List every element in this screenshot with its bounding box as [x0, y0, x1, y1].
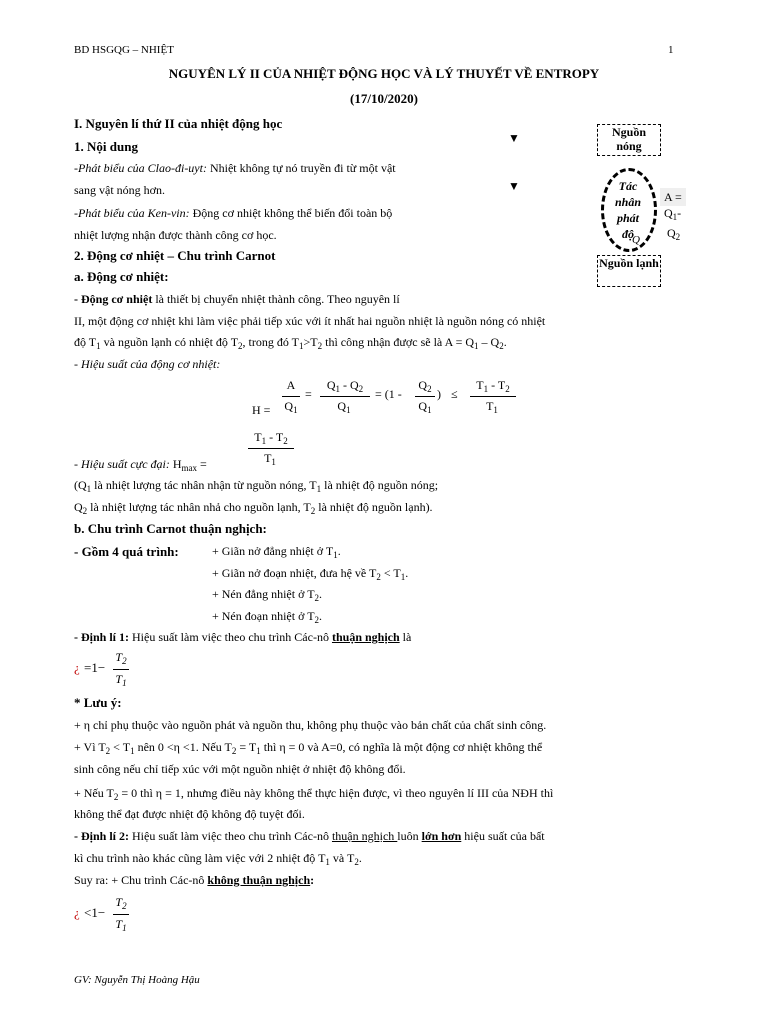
section-1-heading: I. Nguyên lí thứ II của nhiệt động học — [74, 116, 283, 131]
formula-q1-den2: $Q_1$ — [337, 399, 351, 415]
formula-le: ≤ — [451, 387, 458, 401]
fraction-bar — [320, 396, 370, 397]
formula1-den: $T_1$ — [115, 672, 127, 688]
clausius-text1: Nhiệt không tự nó truyền đi từ một vật — [206, 161, 396, 175]
step-3: + Nén đẳng nhiệt ở $T_2$. — [212, 587, 323, 603]
formula2-num: $T_2$ — [115, 895, 127, 911]
section-2-heading: 2. Động cơ nhiệt – Chu trình Carnot — [74, 248, 276, 263]
note-3-line1: + Nếu $T_2 = 0$ thì η = 1, nhưng điều này không thể thực hiện được, vì theo nguyên lí III của NĐH thì — [74, 786, 554, 802]
header-left: BD HSGQG – NHIỆT — [74, 44, 174, 56]
conclusion-line: Suy ra: + Chu trình Các-nô không thuận nghịch: — [74, 873, 315, 887]
fraction-bar — [248, 448, 294, 449]
note-2-line2: sinh công nếu chỉ tiếp xúc với một nguồn nhiệt ở nhiệt độ không đổi. — [74, 762, 406, 776]
note-line1: ($Q_1$ là nhiệt lượng tác nhân nhận từ nguồn nóng, $T_1$ là nhiệt độ nguồn nóng; — [74, 478, 439, 494]
arrow-down-icon: ▼ — [508, 131, 520, 145]
page-number: 1 — [668, 44, 674, 56]
engine-def-line1: - Động cơ nhiệt là thiết bị chuyển nhiệt thành công. Theo nguyên lí — [74, 292, 400, 306]
kelvin-label: -Phát biểu của Ken-vin: — [74, 206, 190, 220]
arrow-down-icon: ▼ — [508, 179, 520, 193]
clausius-line2: sang vật nóng hơn. — [74, 183, 166, 197]
step-4: + Nén đoạn nhiệt ở $T_2$. — [212, 609, 323, 625]
doc-date: (17/10/2020) — [350, 91, 418, 106]
note-1: + η chỉ phụ thuộc vào nguồn phát và nguồn thu, không phụ thuộc vào bản chất của chất sinh công. — [74, 718, 547, 732]
clausius-line1 — [74, 161, 396, 176]
engine-def-line3: độ $T_1$ và nguồn lạnh có nhiệt độ $T_2$, trong đó $T_1>T_2$ thì công nhận được sẽ là $A = Q_1 - Q_2$. — [74, 335, 507, 351]
formula2-symbol: ¿ — [74, 905, 80, 920]
theorem-2-line2: kì chu trình nào khác cũng làm việc với 2 nhiệt độ $T_1$ và $T_2$. — [74, 851, 362, 867]
fraction-bar — [282, 396, 300, 397]
cold-source-box: Nguồn lạnh — [597, 255, 661, 287]
kelvin-line1 — [74, 206, 392, 221]
formula-q2-num: $Q_2$ — [418, 378, 432, 394]
formula-eq2: = (1 - — [375, 387, 402, 401]
step-1: + Giãn nở đẳng nhiệt ở $T_1$. — [212, 544, 341, 560]
work-q2: $Q_2$ — [667, 226, 681, 242]
formula-t1-t2: $T_1 - T_2$ — [476, 378, 510, 394]
hot-source-box: Nguồn nóng — [597, 124, 661, 156]
section-1-sub: 1. Nội dung — [74, 139, 138, 154]
theorem-1: - Định lí 1: Hiệu suất làm việc theo chu trình Các-nô thuận nghịch là — [74, 630, 412, 644]
formula-q1-den3: $Q_1$ — [418, 399, 432, 415]
footer-author: GV: Nguyễn Thị Hoàng Hậu — [74, 974, 200, 986]
clausius-label: -Phát biểu của Clao-đi-uyt: — [74, 161, 207, 175]
max-efficiency-line: - Hiệu suất cực đại: $H_{max}$ = — [74, 457, 207, 473]
formula1-eq: =1− — [84, 660, 106, 675]
doc-title: NGUYÊN LÝ II CỦA NHIỆT ĐỘNG HỌC VÀ LÝ THUYẾT VỀ ENTROPY — [168, 66, 600, 81]
formula-q1-q2: $Q_1 - Q_2$ — [326, 378, 364, 394]
fraction-bar — [113, 669, 129, 670]
kelvin-line2: nhiệt lượng nhận được thành công cơ học. — [74, 228, 277, 242]
section-2a-heading: a. Động cơ nhiệt: — [74, 269, 169, 284]
formula-h: H = — [252, 403, 271, 417]
kelvin-text1: Động cơ nhiệt không thể biến đổi toàn bộ — [189, 206, 393, 220]
theorem-2-line1: - Định lí 2: Hiệu suất làm việc theo chu trình Các-nô thuận nghịch luôn lớn hơn hiệu suất của bất — [74, 829, 545, 843]
work-label-box: A = — [660, 188, 686, 206]
hmax-t1-den: $T_1$ — [264, 451, 276, 467]
section-2b-heading: b. Chu trình Carnot thuận nghịch: — [74, 521, 267, 536]
note-3-line2: không thể đạt được nhiệt độ không độ tuyệt đối. — [74, 807, 305, 821]
agent-q-label: Q — [632, 234, 640, 246]
agent-label: Tác nhân phát độ — [614, 179, 642, 241]
note-heading: * Lưu ý: — [74, 695, 122, 710]
note-line2: $Q_2$ là nhiệt lượng tác nhân nhả cho nguồn lạnh, $T_2$ là nhiệt độ nguồn lạnh). — [74, 500, 433, 516]
formula-eq1: = — [305, 387, 312, 401]
four-steps-label: - Gồm 4 quá trình: — [74, 544, 179, 559]
formula1-num: $T_2$ — [115, 650, 127, 666]
formula2-den: $T_1$ — [115, 917, 127, 933]
fraction-bar — [415, 396, 435, 397]
formula-close: ) — [437, 387, 441, 401]
step-2: + Giãn nở đoạn nhiệt, đưa hệ về $T_2 < T_1$. — [212, 566, 409, 582]
hmax-t1-t2: $T_1 - T_2$ — [254, 430, 288, 446]
fraction-bar — [113, 914, 129, 915]
efficiency-label: - Hiệu suất của động cơ nhiệt: — [74, 357, 221, 371]
engine-def-line2: II, một động cơ nhiệt khi làm việc phải tiếp xúc với ít nhất hai nguồn nhiệt là nguồn nóng có nhiệt — [74, 314, 546, 328]
formula-t1-den: $T_1$ — [486, 399, 498, 415]
work-q1: $Q_1-$ — [664, 206, 682, 222]
note-2-line1: + Vì $T_2 < T_1$ nên 0 <η <1. Nếu $T_2 = T_1$ thì η = 0 và A=0, có nghĩa là một động cơ nhiệt không thể — [74, 740, 543, 756]
formula1-symbol: ¿ — [74, 660, 80, 675]
fraction-bar — [470, 396, 516, 397]
formula-q1-den: $Q_1$ — [284, 399, 298, 415]
formula-a: A — [286, 378, 296, 392]
formula2-eq: <1− — [84, 905, 106, 920]
